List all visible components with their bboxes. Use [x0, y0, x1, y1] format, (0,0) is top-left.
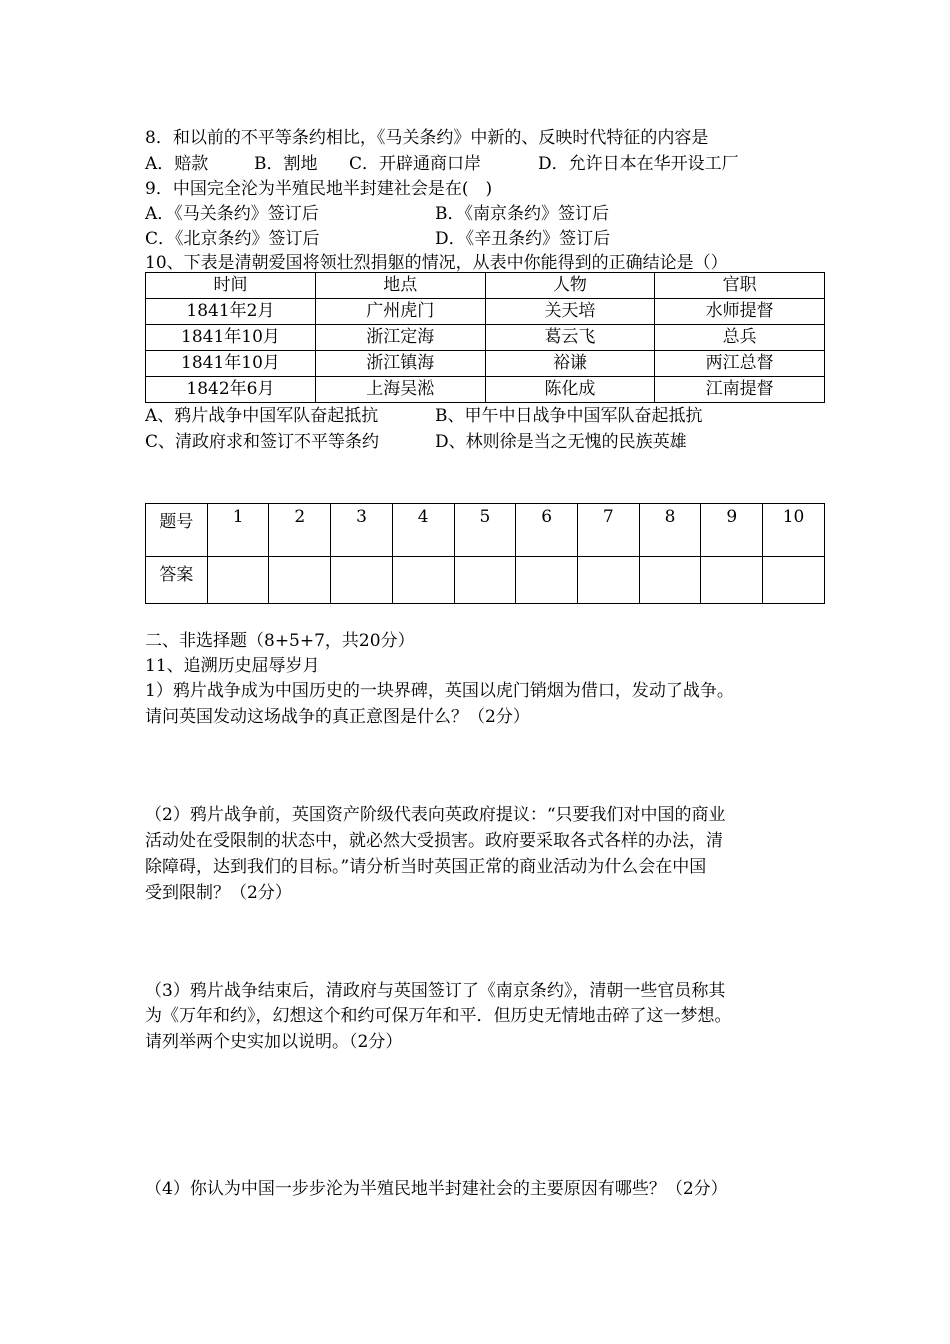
table-cell: 总兵: [655, 325, 825, 351]
q9-option-a: A．《马关条约》签订后: [145, 204, 319, 224]
table-cell: 葛云飞: [485, 325, 655, 351]
q11-part2-line1: （2）鸦片战争前，英国资产阶级代表向英政府提议：“只要我们对中国的商业: [145, 805, 726, 825]
q8-option-a: A．赔款: [145, 154, 209, 174]
q11-part1-line1: 1）鸦片战争成为中国历史的一块界碑，英国以虎门销烟为借口，发动了战争。: [145, 681, 734, 701]
table-row: [146, 351, 825, 377]
table-cell: 陈化成: [485, 377, 655, 403]
table-header-cell: 官职: [655, 273, 825, 299]
table-header-row: [146, 273, 825, 299]
table-cell: 上海吴淞: [315, 377, 485, 403]
answer-cell[interactable]: [331, 557, 393, 604]
question-number-cell: 3: [331, 504, 393, 557]
question-number-cell: 2: [269, 504, 331, 557]
answer-grid: [145, 503, 825, 604]
q8-option-d: D．允许日本在华开设工厂: [538, 154, 739, 174]
table-row: [146, 299, 825, 325]
table-cell: 1841年2月: [146, 299, 316, 325]
q8-option-b: B．割地: [254, 154, 318, 174]
answer-cell[interactable]: [577, 557, 639, 604]
q10-option-c: C、清政府求和签订不平等条约: [145, 432, 380, 452]
answer-cell[interactable]: [701, 557, 763, 604]
q11-part1-line2: 请问英国发动这场战争的真正意图是什么？（2分）: [145, 707, 530, 727]
table-header-cell: 地点: [315, 273, 485, 299]
question-number-cell: 4: [392, 504, 454, 557]
q9-stem: 9．中国完全沦为半殖民地半封建社会是在( ): [145, 179, 493, 199]
q11-title: 11、追溯历史屈辱岁月: [145, 656, 320, 676]
table-row: [146, 325, 825, 351]
question-number-cell: 7: [577, 504, 639, 557]
q10-option-d: D、林则徐是当之无愧的民族英雄: [435, 432, 687, 452]
answer-cell[interactable]: [269, 557, 331, 604]
q11-part4-line1: （4）你认为中国一步步沦为半殖民地半封建社会的主要原因有哪些？（2分）: [145, 1179, 728, 1199]
section2-heading: 二、非选择题（8+5+7，共20分）: [145, 631, 415, 651]
table-header-cell: 人物: [485, 273, 655, 299]
table-cell: 江南提督: [655, 377, 825, 403]
q11-part2-line3: 除障碍，达到我们的目标。”请分析当时英国正常的商业活动为什么会在中国: [145, 857, 707, 877]
table-row: [146, 377, 825, 403]
q9-option-d: D．《辛丑条约》签订后: [435, 229, 611, 249]
table-cell: 裕谦: [485, 351, 655, 377]
q11-part2-line2: 活动处在受限制的状态中，就必然大受损害。政府要采取各式各样的办法，清: [145, 831, 723, 851]
answer-cell[interactable]: [207, 557, 269, 604]
table-cell: 浙江定海: [315, 325, 485, 351]
table-cell: 浙江镇海: [315, 351, 485, 377]
table-cell: 1841年10月: [146, 351, 316, 377]
q10-option-b: B、甲午中日战争中国军队奋起抵抗: [435, 406, 703, 426]
table-cell: 广州虎门: [315, 299, 485, 325]
question-number-cell: 9: [701, 504, 763, 557]
q11-part3-line1: （3）鸦片战争结束后，清政府与英国签订了《南京条约》，清朝一些官员称其: [145, 981, 726, 1001]
q10-stem: 10、下表是清朝爱国将领壮烈捐躯的情况，从表中你能得到的正确结论是（）: [145, 253, 728, 273]
table-cell: 1842年6月: [146, 377, 316, 403]
q9-option-c: C．《北京条约》签订后: [145, 229, 320, 249]
answer-cell[interactable]: [454, 557, 516, 604]
q8-option-c: C．开辟通商口岸: [349, 154, 482, 174]
question-number-cell: 6: [516, 504, 578, 557]
q11-part3-line2: 为《万年和约》，幻想这个和约可保万年和平．但历史无情地击碎了这一梦想。: [145, 1006, 732, 1026]
answer-cell[interactable]: [516, 557, 578, 604]
q10-option-a: A、鸦片战争中国军队奋起抵抗: [145, 406, 379, 426]
q8-stem: 8．和以前的不平等条约相比，《马关条约》中新的、反映时代特征的内容是: [145, 128, 709, 148]
question-number-cell: 5: [454, 504, 516, 557]
table-cell: 1841年10月: [146, 325, 316, 351]
answer-cell[interactable]: [392, 557, 454, 604]
table-cell: 两江总督: [655, 351, 825, 377]
question-number-cell: 1: [207, 504, 269, 557]
table-header-cell: 时间: [146, 273, 316, 299]
q11-part3-line3: 请列举两个史实加以说明。（2分）: [145, 1032, 403, 1052]
q9-option-b: B．《南京条约》签订后: [435, 204, 609, 224]
answer-grid-label: 题号: [146, 504, 208, 557]
answer-cell[interactable]: [763, 557, 825, 604]
answer-grid-answer-row: [146, 557, 825, 604]
answer-grid-number-row: [146, 504, 825, 557]
answer-cell[interactable]: [639, 557, 701, 604]
table-cell: 关天培: [485, 299, 655, 325]
table-cell: 水师提督: [655, 299, 825, 325]
q11-part2-line4: 受到限制？（2分）: [145, 883, 292, 903]
martyrs-table: [145, 272, 825, 403]
question-number-cell: 8: [639, 504, 701, 557]
question-number-cell: 10: [763, 504, 825, 557]
answer-grid-label: 答案: [146, 557, 208, 604]
